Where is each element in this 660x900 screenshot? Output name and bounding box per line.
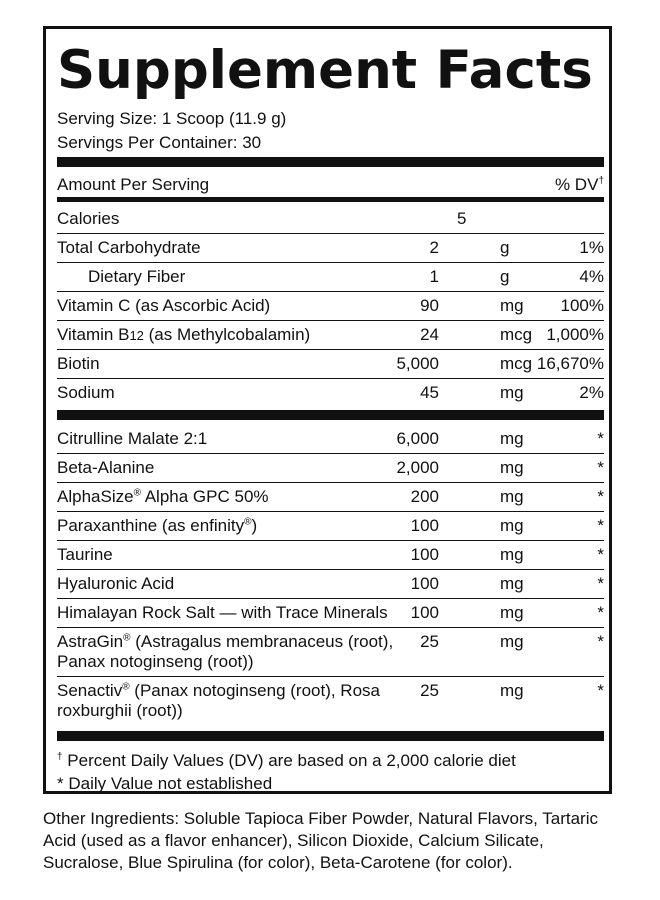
thick-divider-bottom [57,731,604,741]
panel-title: Supplement Facts [57,40,593,101]
amount-value: 2 [429,238,439,257]
nutrient-name-part: (Astragalus membranaceus (root), Panax notoginseng (root)) [57,632,394,671]
amount-value: 6,000 [396,429,439,448]
amount-unit: mg [500,516,524,535]
nutrient-name-part: (Panax notoginseng (root), Rosa roxburghii (root)) [57,681,380,720]
nutrient-name-part: Alpha GPC 50% [140,487,269,506]
dv-label: % DV [554,175,599,194]
amount-value: 5 [457,209,467,228]
row-divider [57,482,604,483]
nutrient-name: Vitamin C (as Ascorbic Acid) [57,296,271,315]
amount-per-serving-label: Amount Per Serving [57,175,210,194]
amount-value: 25 [420,681,439,700]
amount-unit: mcg [500,354,533,373]
amount-unit: mg [500,632,524,651]
amount-unit: mg [500,681,524,700]
nutrient-dv: 100% [560,296,604,315]
row-divider [57,511,604,512]
nutrient-dv: 2% [579,383,604,402]
amount-value: 2,000 [396,458,439,477]
amount-value: 200 [410,487,439,506]
dv-dagger: † [598,175,604,187]
nutrient-name: Dietary Fiber [88,267,186,286]
nutrient-name: Biotin [57,354,100,373]
row-divider [57,349,604,350]
nutrient-name-part: ) [251,516,258,535]
amount-value: 45 [420,383,439,402]
amount-value: 90 [420,296,439,315]
amount-value: 100 [410,545,439,564]
registered-mark: ® [122,681,130,693]
nutrient-name-part: Paraxanthine (as enfinity [57,516,245,535]
amount-unit: mg [500,574,524,593]
footnote-star-mark: * [57,774,64,793]
nutrient-name: Sodium [57,383,115,402]
nutrient-dv: * [597,574,604,593]
nutrient-name [57,632,427,672]
amount-value: 100 [410,603,439,622]
amount-unit: mcg [500,325,533,344]
nutrient-name: Taurine [57,545,113,564]
footnote-star [57,774,272,794]
amount-unit: mg [500,545,524,564]
nutrient-name: Calories [57,209,120,228]
nutrient-dv: * [597,545,604,564]
amount-value: 100 [410,574,439,593]
nutrient-name-part: AstraGin [57,632,124,651]
nutrient-name-subscript: 12 [129,328,144,343]
amount-unit: mg [500,429,524,448]
footnote-dv-text: Percent Daily Values (DV) are based on a 2,000 calorie diet [62,751,516,770]
registered-mark: ® [244,516,252,528]
nutrient-name: Hyaluronic Acid [57,574,175,593]
row-divider [57,453,604,454]
nutrient-name [57,325,427,346]
nutrient-name-part: Vitamin B [57,325,130,344]
row-divider [57,569,604,570]
nutrient-name: Beta-Alanine [57,458,155,477]
other-ingredients: Other Ingredients: Soluble Tapioca Fiber Powder, Natural Flavors, Tartaric Acid (used as a flavor enhancer), Silicon Dioxide, Calcium Silicate, Sucralose, Blue Spirulina (for color), Beta-Carotene (for color). [43,809,598,872]
nutrient-name [57,487,427,507]
row-divider [57,378,604,379]
nutrient-dv: * [597,516,604,535]
nutrient-name-part: AlphaSize [57,487,134,506]
nutrient-dv: * [597,458,604,477]
amount-value: 24 [420,325,439,344]
row-divider [57,598,604,599]
servings-per-container: Servings Per Container: 30 [57,133,262,152]
nutrient-dv: * [597,429,604,448]
nutrient-dv: * [597,487,604,506]
amount-unit: mg [500,487,524,506]
dv-header [555,175,604,195]
nutrient-dv: * [597,681,604,700]
nutrient-name: Total Carbohydrate [57,238,201,257]
row-divider [57,233,604,234]
nutrient-name: Himalayan Rock Salt — with Trace Minerals [57,603,388,622]
nutrient-name [57,681,427,721]
row-divider [57,291,604,292]
footnote-star-text: Daily Value not established [63,774,273,793]
nutrient-name [57,516,427,536]
nutrient-name-part: Senactiv [57,681,123,700]
nutrient-name: Citrulline Malate 2:1 [57,429,208,448]
amount-unit: mg [500,603,524,622]
nutrient-dv: 1,000% [546,325,604,344]
thick-divider-top [57,157,604,167]
amount-unit: mg [500,383,524,402]
amount-value: 5,000 [396,354,439,373]
serving-size: Serving Size: 1 Scoop (11.9 g) [57,109,287,128]
row-divider [57,676,604,677]
nutrient-dv: * [597,603,604,622]
medium-divider [57,197,604,202]
nutrient-dv: 16,670% [536,354,604,373]
row-divider [57,627,604,628]
thick-divider-middle [57,410,604,420]
amount-value: 1 [429,267,439,286]
row-divider [57,540,604,541]
amount-value: 25 [420,632,439,651]
nutrient-dv: 4% [579,267,604,286]
footnote-dagger: † [57,751,63,763]
registered-mark: ® [123,632,131,644]
amount-unit: g [500,238,510,257]
amount-value: 100 [410,516,439,535]
amount-unit: mg [500,458,524,477]
nutrient-dv: 1% [579,238,604,257]
amount-unit: mg [500,296,524,315]
registered-mark: ® [133,487,141,499]
row-divider [57,262,604,263]
nutrient-name-part: (as Methylcobalamin) [143,325,311,344]
footnote-dv [57,751,516,771]
supplement-facts-panel [43,26,612,794]
amount-unit: g [500,267,510,286]
row-divider [57,320,604,321]
nutrient-dv: * [597,632,604,651]
